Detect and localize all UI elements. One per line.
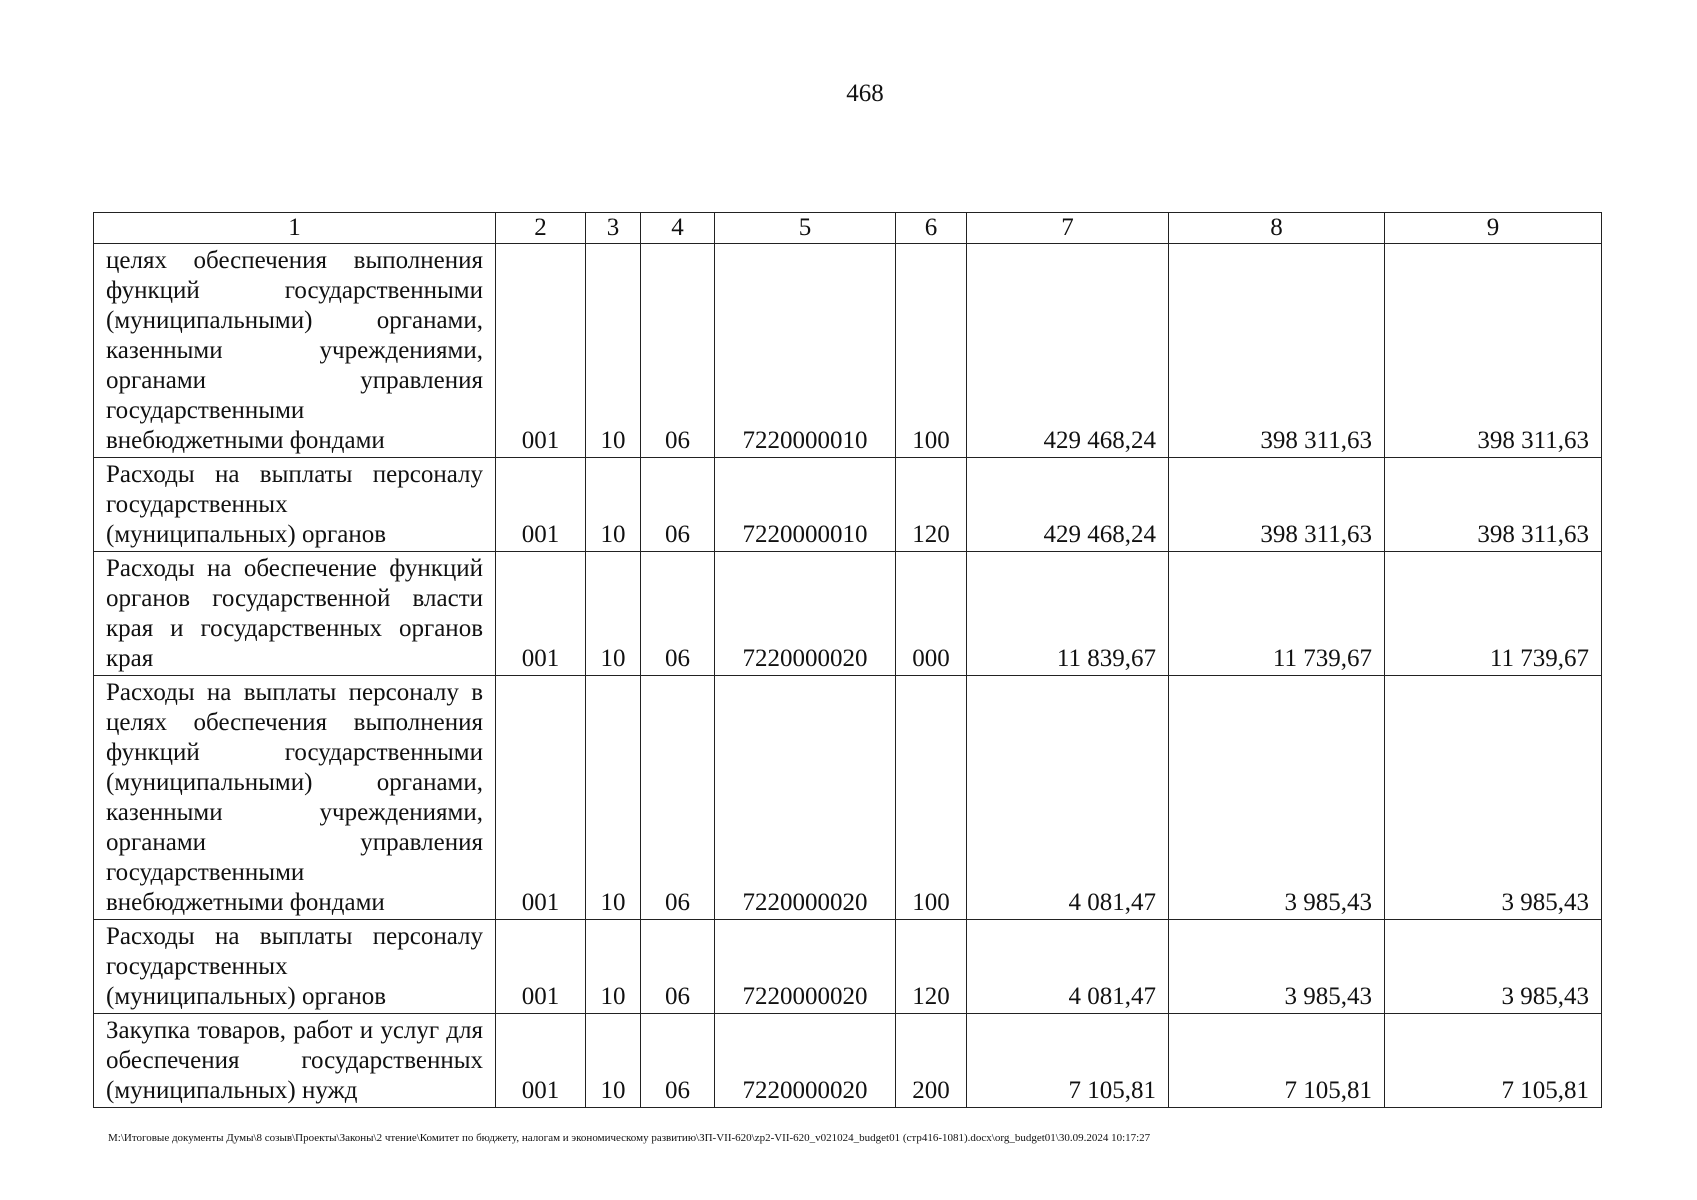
subsection-code: 06 [641, 920, 715, 1014]
column-header: 4 [641, 213, 715, 244]
column-header: 1 [94, 213, 496, 244]
section-code: 10 [586, 244, 641, 458]
amount-col9: 3 985,43 [1385, 920, 1602, 1014]
amount-col9: 398 311,63 [1385, 244, 1602, 458]
subsection-code: 06 [641, 458, 715, 552]
ministry-code: 001 [496, 552, 586, 676]
amount-col9: 11 739,67 [1385, 552, 1602, 676]
amount-col7: 4 081,47 [967, 920, 1169, 1014]
row-description: Расходы на выплаты персоналу государственных (муниципальных) органов [94, 458, 496, 552]
ministry-code: 001 [496, 458, 586, 552]
subsection-code: 06 [641, 676, 715, 920]
expense-type-code: 120 [896, 920, 967, 1014]
section-code: 10 [586, 552, 641, 676]
file-path-footer: M:\Итоговые документы Думы\8 созыв\Проекты\Законы\2 чтение\Комитет по бюджету, налогам и экономическому развитию\ЗП-VII-620\zp2-VII-620_v021024_budget01 (стр416-1081).docx\org_budget01\30.09.2024 10:17:27 [108, 1132, 1151, 1144]
ministry-code: 001 [496, 244, 586, 458]
amount-col7: 4 081,47 [967, 676, 1169, 920]
expense-type-code: 200 [896, 1014, 967, 1108]
column-header: 6 [896, 213, 967, 244]
subsection-code: 06 [641, 552, 715, 676]
table-row [94, 920, 1602, 1014]
row-description: Расходы на обеспечение функций органов государственной власти края и государственных органов края [94, 552, 496, 676]
row-description: Расходы на выплаты персоналу государственных (муниципальных) органов [94, 920, 496, 1014]
column-header: 8 [1169, 213, 1385, 244]
table-row [94, 458, 1602, 552]
table-row [94, 1014, 1602, 1108]
amount-col9: 3 985,43 [1385, 676, 1602, 920]
table-row [94, 676, 1602, 920]
amount-col8: 3 985,43 [1169, 676, 1385, 920]
target-article-code: 7220000020 [715, 552, 896, 676]
subsection-code: 06 [641, 244, 715, 458]
amount-col7: 7 105,81 [967, 1014, 1169, 1108]
target-article-code: 7220000020 [715, 1014, 896, 1108]
table-header-row [94, 213, 1602, 244]
column-header: 2 [496, 213, 586, 244]
row-description: Закупка товаров, работ и услуг для обеспечения государственных (муниципальных) нужд [94, 1014, 496, 1108]
section-code: 10 [586, 676, 641, 920]
target-article-code: 7220000010 [715, 244, 896, 458]
column-header: 9 [1385, 213, 1602, 244]
budget-table [93, 212, 1602, 1108]
target-article-code: 7220000010 [715, 458, 896, 552]
ministry-code: 001 [496, 920, 586, 1014]
table-row [94, 552, 1602, 676]
amount-col8: 3 985,43 [1169, 920, 1385, 1014]
section-code: 10 [586, 458, 641, 552]
column-header: 7 [967, 213, 1169, 244]
amount-col8: 398 311,63 [1169, 244, 1385, 458]
page-number: 468 [846, 80, 884, 107]
amount-col9: 398 311,63 [1385, 458, 1602, 552]
table-row [94, 244, 1602, 458]
expense-type-code: 100 [896, 244, 967, 458]
subsection-code: 06 [641, 1014, 715, 1108]
amount-col9: 7 105,81 [1385, 1014, 1602, 1108]
column-header: 5 [715, 213, 896, 244]
section-code: 10 [586, 1014, 641, 1108]
amount-col8: 7 105,81 [1169, 1014, 1385, 1108]
target-article-code: 7220000020 [715, 676, 896, 920]
amount-col7: 11 839,67 [967, 552, 1169, 676]
budget-table-container [93, 212, 1601, 1108]
amount-col7: 429 468,24 [967, 244, 1169, 458]
column-header: 3 [586, 213, 641, 244]
expense-type-code: 000 [896, 552, 967, 676]
expense-type-code: 120 [896, 458, 967, 552]
ministry-code: 001 [496, 676, 586, 920]
row-description: целях обеспечения выполнения функций государственными (муниципальными) органами, казенными учреждениями, органами управления государственными внебюджетными фондами [94, 244, 496, 458]
amount-col8: 11 739,67 [1169, 552, 1385, 676]
target-article-code: 7220000020 [715, 920, 896, 1014]
section-code: 10 [586, 920, 641, 1014]
row-description: Расходы на выплаты персоналу в целях обеспечения выполнения функций государственными (муниципальными) органами, казенными учреждениями, органами управления государственными внебюджетными фондами [94, 676, 496, 920]
expense-type-code: 100 [896, 676, 967, 920]
amount-col8: 398 311,63 [1169, 458, 1385, 552]
ministry-code: 001 [496, 1014, 586, 1108]
amount-col7: 429 468,24 [967, 458, 1169, 552]
